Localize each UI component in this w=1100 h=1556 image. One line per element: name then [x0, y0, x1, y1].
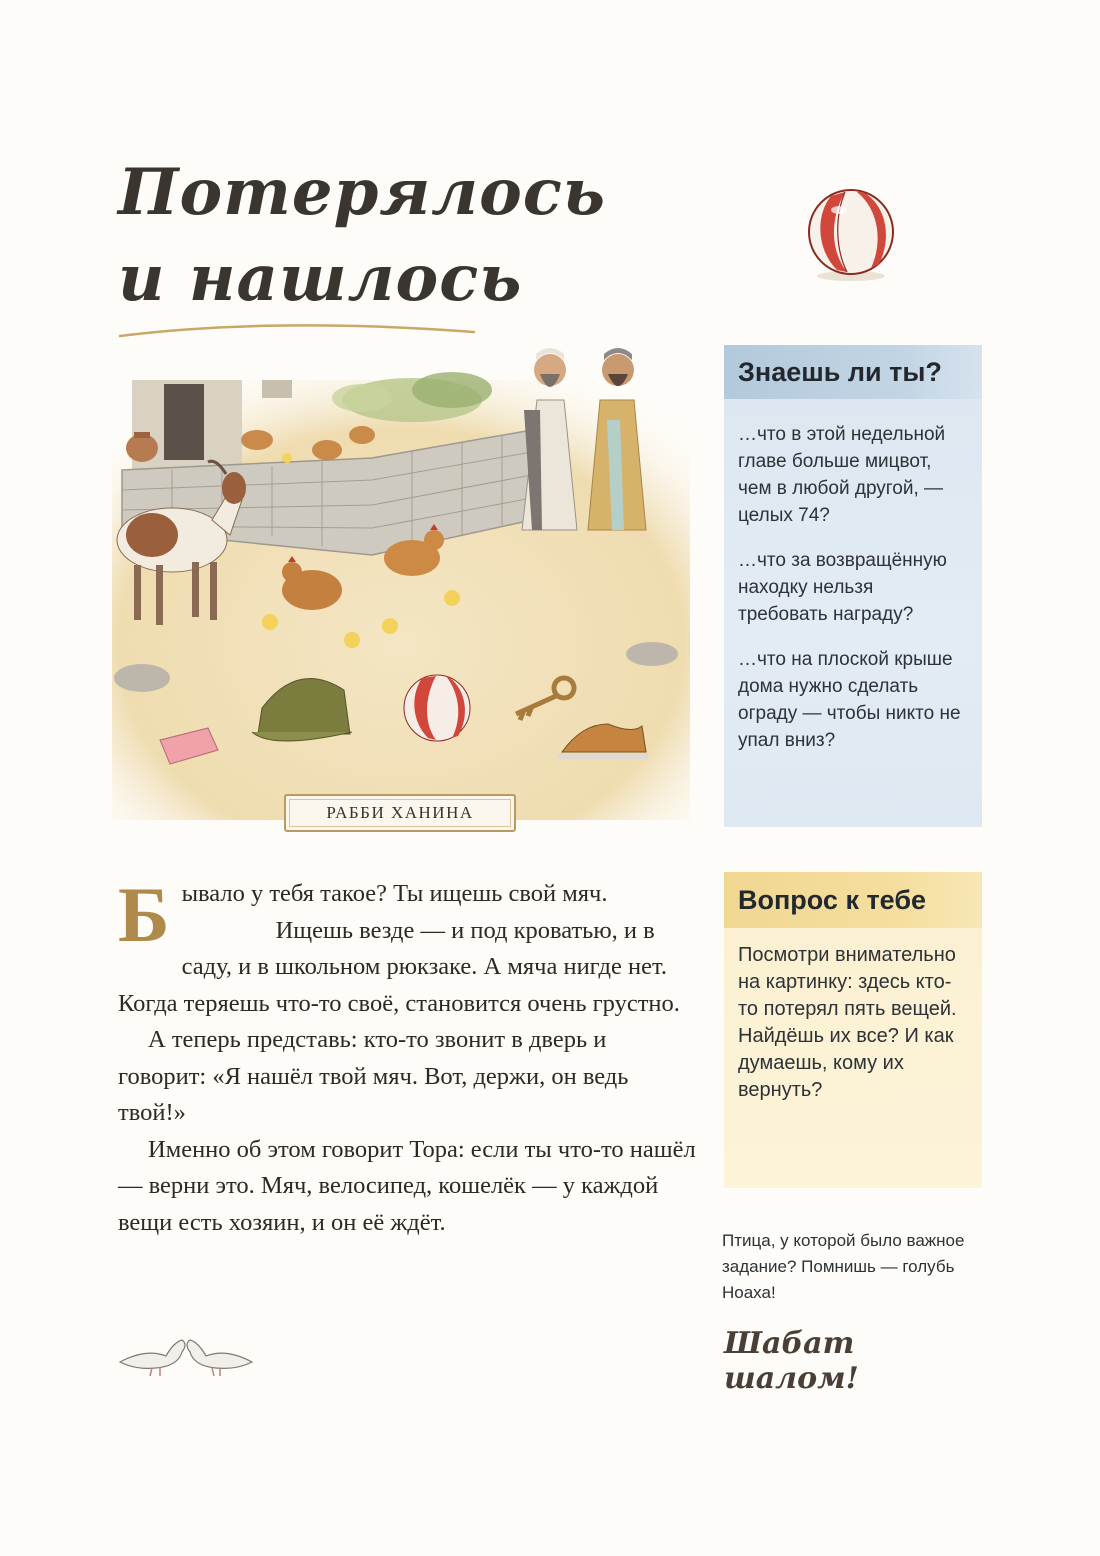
- did-you-know-item: …что в этой недельной главе больше мицвот, чем в любой другой, — целых 74?: [738, 424, 946, 526]
- lost-ball: [404, 675, 470, 741]
- page-title: [118, 150, 606, 322]
- article-lead: ывало у тебя такое? Ты ищешь свой мяч.: [181, 880, 608, 907]
- closing-greeting: Шабат шалом!: [724, 1326, 859, 1396]
- article-body: [118, 871, 698, 1241]
- question-box: [724, 872, 982, 1188]
- did-you-know-item: …что на плоской крыше дома нужно сделать ограду — чтобы никто не упал вниз?: [738, 649, 961, 751]
- doves-icon: [116, 1318, 256, 1378]
- article-paragraph-1-rest: Ищешь везде — и под кроватью, и в саду, и в школьном рюкзаке. А мяча нигде нет. Когда теряешь что-то своё, становится очень грустно.: [118, 916, 680, 1017]
- did-you-know-box: [724, 345, 982, 827]
- illustration-caption: РАББИ ХАНИНА: [284, 794, 516, 832]
- did-you-know-heading: Знаешь ли ты?: [724, 345, 982, 399]
- title-underline-flourish: [118, 318, 478, 342]
- ball-icon: [800, 186, 902, 282]
- question-heading: Вопрос к тебе: [724, 872, 982, 928]
- did-you-know-item: …что за возвращённую находку нельзя требовать награду?: [738, 550, 947, 625]
- article-paragraph-2: А теперь представь: кто-то звонит в дверь и говорит: «Я нашёл твой мяч. Вот, держи, он ведь твой!»: [118, 1026, 629, 1126]
- article-paragraph-3: Именно об этом говорит Тора: если ты что-то нашёл — верни это. Мяч, велосипед, кошелёк — у каждой вещи есть хозяин, и он её ждёт.: [118, 1135, 696, 1236]
- question-text: Посмотри внимательно на картинку: здесь кто-то потерял пять вещей. Найдёшь их все? И как думаешь, кому их вернуть?: [738, 944, 957, 1101]
- title-line-2: и нашлось: [118, 241, 523, 316]
- drop-cap: Б: [118, 871, 170, 958]
- side-note: Птица, у которой было важное задание? Помнишь — голубь Ноаха!: [722, 1231, 965, 1302]
- title-line-1: Потерялось: [118, 155, 606, 230]
- courtyard-illustration: [112, 340, 690, 830]
- article-paragraph-1: [118, 871, 698, 1022]
